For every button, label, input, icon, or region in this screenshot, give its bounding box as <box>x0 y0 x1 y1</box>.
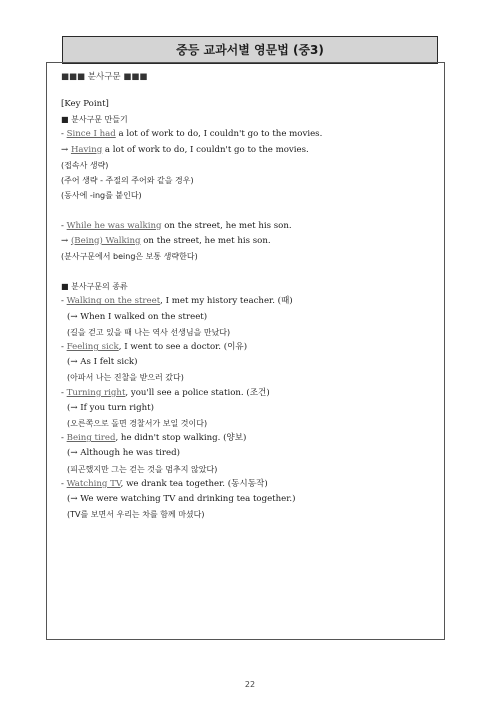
text-span: (아파서 나는 진찰을 받으러 갔다) <box>67 373 184 383</box>
text-span: , I met my history teacher. (때) <box>160 296 293 307</box>
text-span: (→ As I felt sick) <box>67 357 138 368</box>
underlined-phrase: While he was walking <box>66 220 162 231</box>
text-span: ■ 분사구문 만들기 <box>61 115 128 125</box>
text-span: a lot of work to do, I couldn't go to the movies. <box>115 129 323 140</box>
text-line <box>61 416 431 431</box>
text-line <box>61 234 431 249</box>
text-line <box>61 219 431 234</box>
text-span: - <box>61 433 67 444</box>
page-title: 중등 교과서별 영문법 (중3) <box>62 36 438 64</box>
text-line <box>61 355 431 370</box>
text-span: , I went to see a doctor. (이유) <box>118 342 248 352</box>
text-span: - <box>61 387 67 398</box>
text-line <box>61 370 431 385</box>
section-header: ■■■ 분사구문 ■■■ <box>61 72 148 82</box>
underlined-phrase: Turning right <box>66 387 126 398</box>
text-span: , he didn't stop walking. (양보) <box>115 433 247 444</box>
text-span: (피곤했지만 그는 걷는 것을 멈추지 않았다) <box>67 464 218 474</box>
text-line <box>61 310 431 325</box>
text-line <box>61 188 431 203</box>
text-line <box>61 477 431 492</box>
text-span: , you'll see a police station. (조건) <box>125 387 270 398</box>
text-span: (동사에 -ing를 붙인다) <box>61 191 142 201</box>
text-line <box>61 462 431 477</box>
text-line <box>61 173 431 188</box>
underlined-phrase: Having <box>70 144 103 155</box>
text-line <box>61 446 431 461</box>
text-span: on the street, he met his son. <box>161 220 292 231</box>
text-span: (분사구문에서 being은 보통 생략한다) <box>61 251 198 261</box>
text-line <box>61 158 431 173</box>
page-number: 22 <box>244 680 256 689</box>
text-line <box>61 386 431 401</box>
text-span: (오른쪽으로 돌면 경찰서가 보일 것이다) <box>67 418 208 428</box>
body-text <box>61 97 431 522</box>
text-line <box>61 279 431 294</box>
text-line <box>61 127 431 142</box>
text-span: [Key Point] <box>61 99 109 109</box>
text-line <box>61 112 431 127</box>
blank-line <box>61 264 431 279</box>
text-line <box>61 431 431 446</box>
text-span: (TV를 보면서 우리는 차를 함께 마셨다) <box>67 510 205 520</box>
text-span: (접속사 생략) <box>61 160 109 170</box>
text-span: - <box>61 296 67 307</box>
text-line <box>61 340 431 355</box>
blank-line <box>61 203 431 218</box>
underlined-phrase: (Being) Walking <box>70 235 141 246</box>
text-span: - <box>61 220 67 231</box>
text-span: , we drank tea together. (동시동작) <box>120 478 268 489</box>
text-span: a lot of work to do, I couldn't go to the movies. <box>102 144 309 155</box>
text-span: - <box>61 478 67 489</box>
text-span: on the street, he met his son. <box>140 235 271 246</box>
text-span: (→ If you turn right) <box>67 402 154 413</box>
text-line <box>61 325 431 340</box>
text-line <box>61 294 431 309</box>
underlined-phrase: Watching TV <box>66 478 121 489</box>
underlined-phrase: Since I had <box>66 129 116 140</box>
text-span: - <box>61 342 67 352</box>
text-line <box>61 143 431 158</box>
text-line <box>61 249 431 264</box>
text-span: (→ We were watching TV and drinking tea together.) <box>67 493 296 504</box>
text-span: ■ 분사구문의 종류 <box>61 282 128 292</box>
text-span: → <box>61 144 71 155</box>
underlined-phrase: Walking on the street <box>66 296 161 307</box>
text-line <box>61 492 431 507</box>
text-span: (→ Although he was tired) <box>67 448 180 459</box>
text-span: - <box>61 129 67 140</box>
underlined-phrase: Feeling sick <box>66 342 119 352</box>
text-span: (주어 생략 - 주절의 주어와 같을 경우) <box>61 175 194 185</box>
underlined-phrase: Being tired <box>66 433 116 444</box>
text-span: → <box>61 235 71 246</box>
text-line <box>61 401 431 416</box>
text-span: (→ When I walked on the street) <box>67 311 208 322</box>
text-span: (길을 걷고 있을 때 나는 역사 선생님을 만났다) <box>67 327 231 337</box>
text-line <box>61 97 431 112</box>
text-line <box>61 507 431 522</box>
